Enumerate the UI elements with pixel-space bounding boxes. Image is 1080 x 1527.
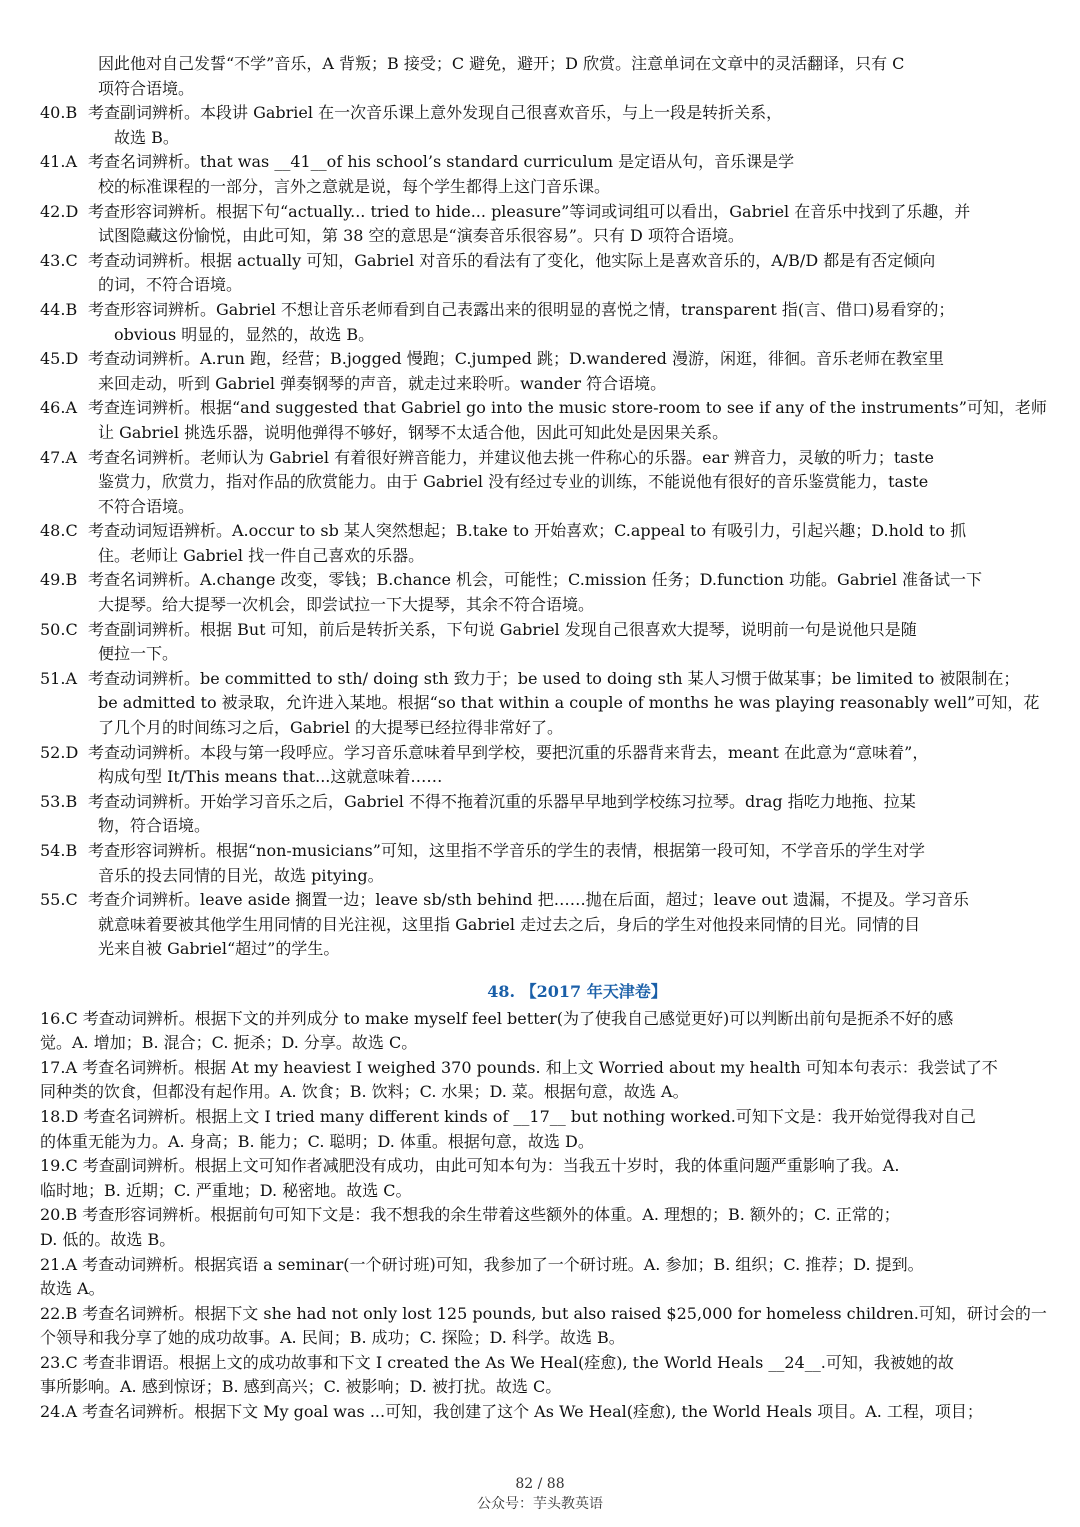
answer-line: 音乐的投去同情的目光，故选 pitying。 bbox=[98, 865, 384, 885]
answer-line: 事所影响。A. 感到惊讶；B. 感到高兴；C. 被影响；D. 被打扰。故选 C。 bbox=[40, 1377, 562, 1397]
answer-line bbox=[40, 618, 1054, 643]
answer-line: 同种类的饮食，但都没有起作用。A. 饮食；B. 饮料；C. 水果；D. 菜。根据句意，故选 A。 bbox=[40, 1082, 689, 1102]
answer-line: 不符合语境。 bbox=[98, 496, 195, 516]
question-number: 48.C bbox=[40, 521, 78, 541]
answer-line: 23.C 考查非谓语。根据上文的成功故事和下文 I created the As We Heal(痊愈), the World Heals __24__.可知，我被她的故 bbox=[40, 1352, 954, 1372]
answer-line: 觉。A. 增加；B. 混合；C. 扼杀；D. 分享。故选 C。 bbox=[40, 1033, 418, 1053]
answer-line: 大提琴。给大提琴一次机会，即尝试拉一下大提琴，其余不符合语境。 bbox=[98, 595, 595, 615]
answer-line: 21.A 考查动词辨析。根据宾语 a seminar(一个研讨班)可知，我参加了一个研讨班。A. 参加；B. 组织；C. 推荐；D. 提到。 bbox=[40, 1254, 924, 1274]
answer-line: be admitted to 被录取，允许进入某地。根据“so that within a couple of months he was playing reasonably well”可知，花 bbox=[98, 693, 1040, 713]
answer-item bbox=[40, 667, 1054, 741]
question-number: 52.D bbox=[40, 742, 79, 762]
answer-text: 考查动词辨析。A.run 跑，经营；B.jogged 慢跑；C.jumped 跳；D.wandered 漫游，闲逛，徘徊。音乐老师在教室里 bbox=[88, 349, 944, 369]
answer-text: 考查介词辨析。leave aside 搁置一边；leave sb/sth behind 把……抛在后面，超过；leave out 遗漏，不提及。学习音乐 bbox=[88, 890, 969, 910]
footer-source: 公众号：芋头教英语 bbox=[477, 1496, 603, 1512]
question-number: 55.C bbox=[40, 890, 78, 910]
answer-text: 考查形容词辨析。根据“non-musicians”可知，这里指不学音乐的学生的表情，根据第一段可知，不学音乐的学生对学 bbox=[88, 841, 925, 860]
answer-text: 考查副词辨析。根据 But 可知，前后是转折关系，下句说 Gabriel 发现自己很喜欢大提琴，说明前一句是说他只是随 bbox=[88, 619, 917, 639]
answer-line: 试图隐藏这份愉悦，由此可知，第 38 空的意思是“演奏音乐很容易”。只有 D 项符合语境。 bbox=[98, 226, 744, 246]
answer-line: 住。老师让 Gabriel 找一件自己喜欢的乐器。 bbox=[98, 545, 425, 565]
answer-line: 22.B 考查名词辨析。根据下文 she had not only lost 125 pounds, but also raised $25,000 for homeless children.可知，研讨会的一 bbox=[40, 1303, 1047, 1323]
answer-item bbox=[40, 790, 1054, 839]
answer-item bbox=[40, 396, 1054, 445]
answer-line: 鉴赏力，欣赏力，指对作品的欣赏能力。由于 Gabriel 没有经过专业的训练，不能说他有很好的音乐鉴赏能力，taste bbox=[98, 472, 929, 492]
page-number: 82 / 88 bbox=[515, 1476, 565, 1492]
answer-line bbox=[40, 101, 1054, 126]
answer-line bbox=[40, 249, 1054, 274]
answer-line: 的体重无能为力。A. 身高；B. 能力；C. 聪明；D. 体重。根据句意，故选 D。 bbox=[40, 1131, 594, 1151]
answer-line bbox=[40, 519, 1054, 544]
answer-line: 临时地；B. 近期；C. 严重地；D. 秘密地。故选 C。 bbox=[40, 1180, 412, 1200]
answer-line: 项符合语境。 bbox=[98, 78, 195, 98]
answer-text: 考查副词辨析。本段讲 Gabriel 在一次音乐课上意外发现自己很喜欢音乐，与上一段是转折关系， bbox=[88, 103, 783, 123]
answer-item bbox=[40, 298, 1054, 347]
answer-line bbox=[40, 667, 1054, 692]
answer-line bbox=[40, 446, 1054, 471]
answer-line: 16.C 考查动词辨析。根据下文的并列成分 to make myself feel better(为了使我自己感觉更好)可以判断出前句是扼杀不好的感 bbox=[40, 1008, 954, 1028]
answer-line: 校的标准课程的一部分，言外之意就是说，每个学生都得上这门音乐课。 bbox=[98, 176, 611, 196]
answer-line: 光来自被 Gabriel“超过”的学生。 bbox=[98, 939, 340, 959]
answer-line bbox=[40, 790, 1054, 815]
answer-item bbox=[40, 52, 1054, 101]
answer-line bbox=[40, 200, 1054, 225]
answer-line: 17.A 考查名词辨析。根据 At my heaviest I weighed 370 pounds. 和上文 Worried about my health 可知本句表示：我尝试了不 bbox=[40, 1057, 998, 1077]
question-number: 50.C bbox=[40, 619, 78, 639]
answer-text: 考查动词辨析。开始学习音乐之后，Gabriel 不得不拖着沉重的乐器早早地到学校练习拉琴。drag 指吃力地拖、拉某 bbox=[88, 791, 916, 811]
answer-item bbox=[40, 519, 1054, 568]
answer-item bbox=[40, 150, 1054, 199]
answer-line: 个领导和我分享了她的成功故事。A. 民间；B. 成功；C. 探险；D. 科学。故选 B。 bbox=[40, 1328, 625, 1348]
answer-line: 了几个月的时间练习之后，Gabriel 的大提琴已经拉得非常好了。 bbox=[98, 718, 564, 738]
answer-text: 考查名词辨析。A.change 改变，零钱；B.chance 机会，可能性；C.mission 任务；D.function 功能。Gabriel 准备试一下 bbox=[88, 570, 983, 590]
page-footer bbox=[0, 1474, 1080, 1514]
question-number: 53.B bbox=[40, 791, 78, 811]
question-number: 51.A bbox=[40, 668, 77, 688]
question-number: 41.A bbox=[40, 152, 77, 172]
answer-text: 考查名词辨析。that was __41__of his school’s standard curriculum 是定语从句，音乐课是学 bbox=[88, 152, 795, 172]
answer-item bbox=[40, 839, 1054, 888]
answer-item bbox=[40, 568, 1054, 617]
answer-item bbox=[40, 741, 1054, 790]
question-number: 47.A bbox=[40, 447, 77, 467]
answer-line bbox=[40, 347, 1054, 372]
answer-item bbox=[40, 101, 1054, 150]
answer-item bbox=[40, 446, 1054, 520]
answer-text: 考查连词辨析。根据“and suggested that Gabriel go into the music store-room to see if any of the instruments”可知，老师 bbox=[88, 398, 1047, 418]
answer-line: 因此他对自己发誓“不学”音乐，A 背叛；B 接受；C 避免，避开；D 欣赏。注意单词在文章中的灵活翻译，只有 C bbox=[98, 54, 905, 73]
answer-line: 20.B 考查形容词辨析。根据前句可知下文是：我不想我的余生带着这些额外的体重。A. 理想的；B. 额外的；C. 正常的； bbox=[40, 1205, 900, 1225]
answer-item bbox=[40, 249, 1054, 298]
answer-explanations-section-2017-tianjin bbox=[40, 1007, 1054, 1425]
answer-line bbox=[40, 839, 1054, 864]
answer-line: 24.A 考查名词辨析。根据下文 My goal was ...可知，我创建了这个 As We Heal(痊愈), the World Heals 项目。A. 工程，项目； bbox=[40, 1402, 983, 1422]
answer-line: 物，符合语境。 bbox=[98, 816, 211, 836]
document-page bbox=[40, 52, 1054, 1425]
answer-line: 便拉一下。 bbox=[98, 644, 179, 664]
answer-item bbox=[40, 618, 1054, 667]
answer-line: 故选 B。 bbox=[114, 127, 179, 147]
question-number: 45.D bbox=[40, 349, 79, 369]
question-number: 54.B bbox=[40, 841, 78, 860]
answer-line: 来回走动，听到 Gabriel 弹奏钢琴的声音，就走过来聆听。wander 符合语境。 bbox=[98, 373, 667, 393]
answer-text: 考查动词辨析。本段与第一段呼应。学习音乐意味着早到学校，要把沉重的乐器背来背去，meant 在此意为“意味着”， bbox=[88, 742, 929, 762]
answer-explanations-section bbox=[40, 52, 1054, 962]
answer-line: 故选 A。 bbox=[40, 1279, 105, 1299]
answer-line bbox=[40, 396, 1054, 421]
answer-line: 18.D 考查名词辨析。根据上文 I tried many different kinds of __17__ but nothing worked.可知下文是：我开始觉得我对自己 bbox=[40, 1106, 976, 1126]
question-number: 46.A bbox=[40, 398, 77, 418]
section-heading: 48. 【2017 年天津卷】 bbox=[487, 981, 667, 1001]
answer-line: D. 低的。故选 B。 bbox=[40, 1229, 176, 1249]
answer-text: 考查形容词辨析。Gabriel 不想让音乐老师看到自己表露出来的很明显的喜悦之情，transparent 指(言、借口)易看穿的； bbox=[88, 299, 955, 319]
answer-line: 的词，不符合语境。 bbox=[98, 275, 243, 295]
answer-text: 考查动词辨析。be committed to sth/ doing sth 致力于；be used to doing sth 某人习惯于做某事；be limited to 被限制在； bbox=[88, 668, 1020, 688]
question-number: 43.C bbox=[40, 250, 78, 270]
answer-line bbox=[40, 741, 1054, 766]
answer-text: 考查动词辨析。根据 actually 可知，Gabriel 对音乐的看法有了变化，他实际上是喜欢音乐的，A/B/D 都是有否定倾向 bbox=[88, 250, 936, 270]
answer-line bbox=[40, 888, 1054, 913]
answer-line bbox=[40, 150, 1054, 175]
answer-line: obvious 明显的，显然的，故选 B。 bbox=[114, 324, 375, 344]
answer-line: 19.C 考查副词辨析。根据上文可知作者减肥没有成功，由此可知本句为：当我五十岁时，我的体重问题严重影响了我。A. bbox=[40, 1156, 900, 1176]
question-number: 44.B bbox=[40, 299, 78, 319]
answer-line: 构成句型 It/This means that...这就意味着…… bbox=[98, 767, 443, 787]
question-number: 49.B bbox=[40, 570, 78, 590]
answer-item bbox=[40, 347, 1054, 396]
question-number: 40.B bbox=[40, 103, 78, 123]
answer-text: 考查动词短语辨析。A.occur to sb 某人突然想起；B.take to 开始喜欢；C.appeal to 有吸引力，引起兴趣；D.hold to 抓 bbox=[88, 521, 967, 541]
answer-line: 就意味着要被其他学生用同情的目光注视，这里指 Gabriel 走过去之后，身后的学生对他投来同情的目光。同情的目 bbox=[98, 914, 921, 934]
question-number: 42.D bbox=[40, 201, 79, 221]
answer-text: 考查名词辨析。老师认为 Gabriel 有着很好辨音能力，并建议他去挑一件称心的乐器。ear 辨音力，灵敏的听力；taste bbox=[88, 447, 934, 467]
answer-line bbox=[40, 568, 1054, 593]
answer-line bbox=[40, 298, 1054, 323]
answer-line: 让 Gabriel 挑选乐器，说明他弹得不够好，钢琴不太适合他，因此可知此处是因果关系。 bbox=[98, 422, 729, 442]
answer-item bbox=[40, 888, 1054, 962]
answer-item bbox=[40, 200, 1054, 249]
answer-text: 考查形容词辨析。根据下句“actually... tried to hide... pleasure”等词或词组可以看出，Gabriel 在音乐中找到了乐趣，并 bbox=[88, 201, 971, 221]
